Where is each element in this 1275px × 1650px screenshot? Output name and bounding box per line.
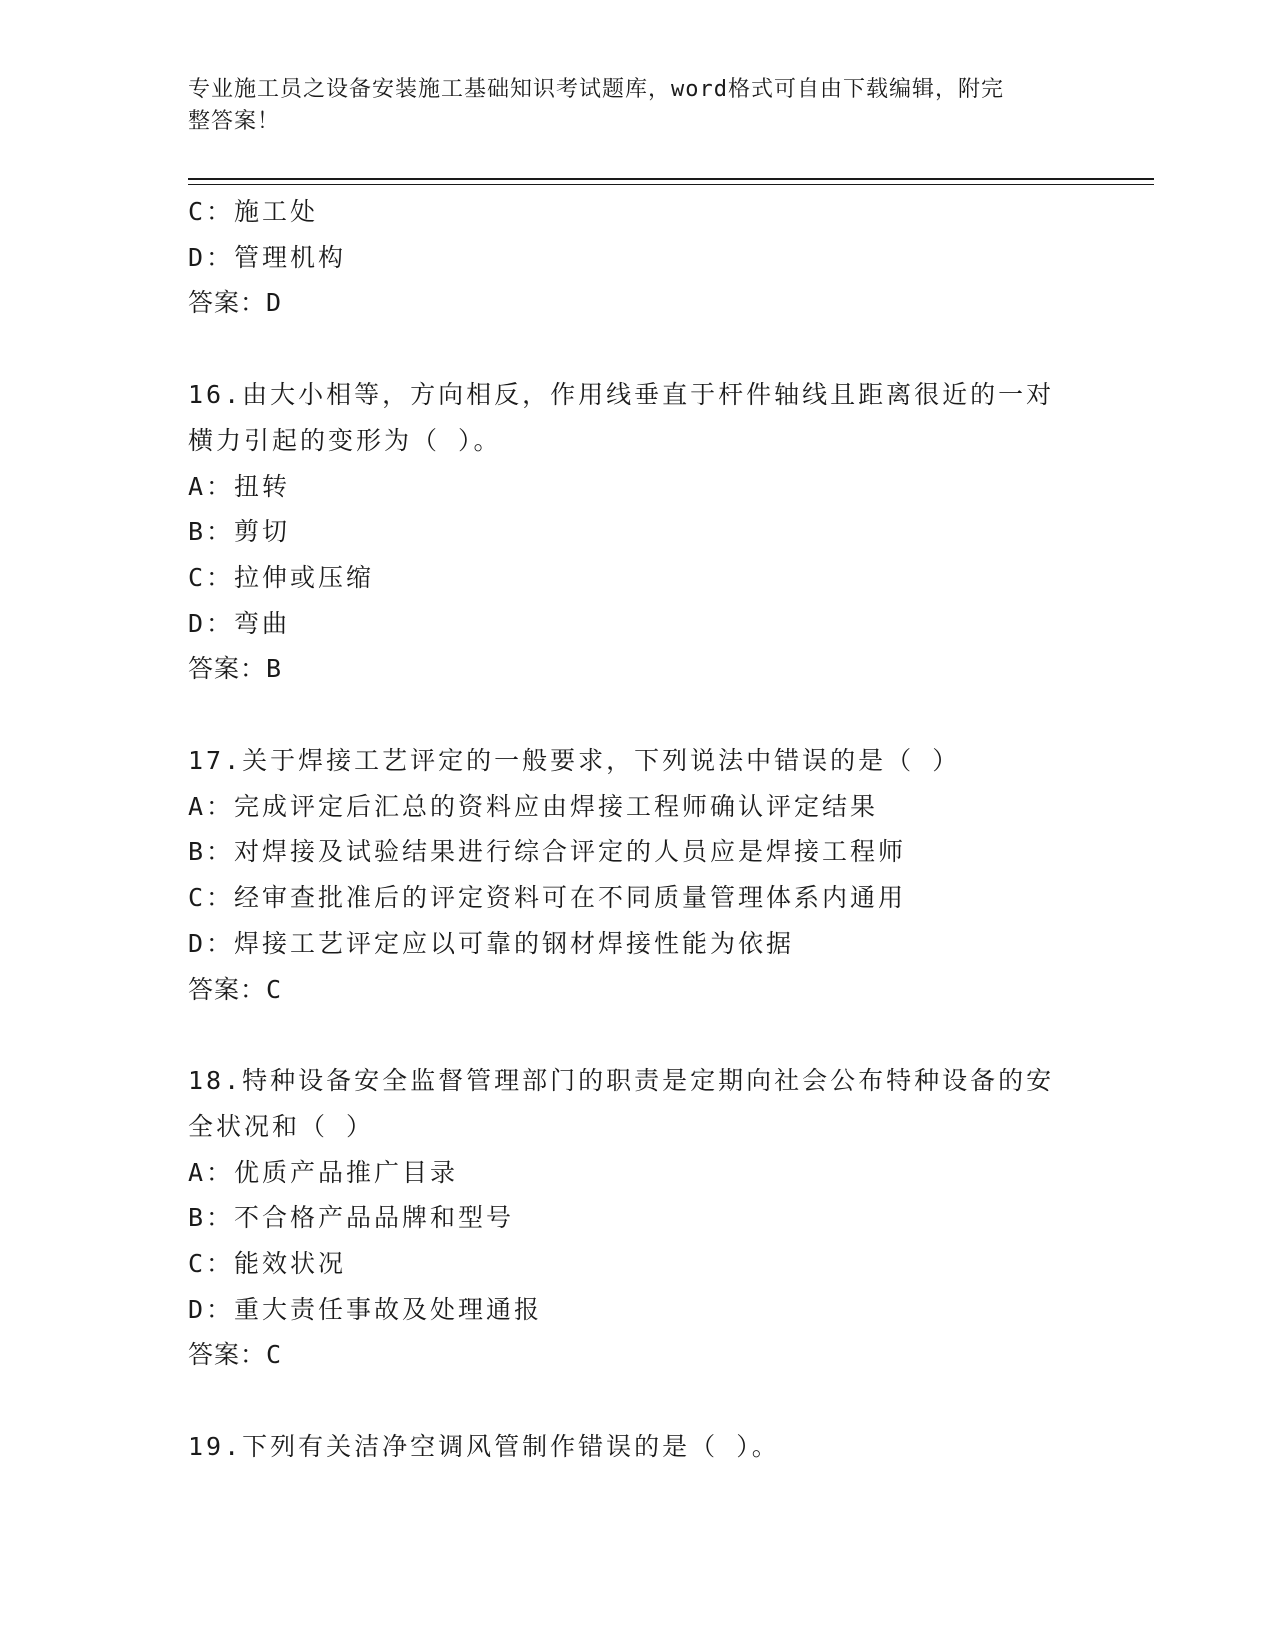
header-divider-thick (188, 178, 1154, 180)
question-17 (188, 738, 1088, 1012)
document-header (188, 74, 1088, 138)
option-b: B：不合格产品品牌和型号 (188, 1203, 515, 1233)
option-d: D：弯曲 (188, 608, 291, 638)
spacer (188, 326, 1088, 372)
question-16 (188, 372, 1088, 692)
option-a: A：扭转 (188, 471, 291, 501)
prev-question-tail (188, 189, 1088, 326)
option-c: C：施工处 (188, 197, 319, 226)
question-list (188, 189, 1088, 1470)
option-c: C：拉伸或压缩 (188, 562, 375, 592)
question-19 (188, 1424, 1088, 1470)
question-18 (188, 1058, 1088, 1378)
option-b: B：对焊接及试验结果进行综合评定的人员应是焊接工程师 (188, 837, 907, 867)
option-c: C：能效状况 (188, 1249, 347, 1279)
option-b: B：剪切 (188, 517, 291, 547)
option-d: D：重大责任事故及处理通报 (188, 1294, 543, 1324)
question-stem: 16.由大小相等，方向相反，作用线垂直于杆件轴线且距离很近的一对 (188, 380, 1055, 410)
option-d: D：焊接工艺评定应以可靠的钢材焊接性能为依据 (188, 928, 795, 958)
spacer (188, 692, 1088, 738)
spacer (188, 1378, 1088, 1424)
answer: 答案：B (188, 654, 283, 684)
answer: 答案：C (188, 1340, 283, 1370)
header-line-1: 专业施工员之设备安装施工基础知识考试题库，word格式可自由下载编辑，附完 (188, 77, 1004, 102)
option-d: D：管理机构 (188, 242, 347, 272)
option-c: C：经审查批准后的评定资料可在不同质量管理体系内通用 (188, 883, 907, 913)
question-stem: 19.下列有关洁净空调风管制作错误的是（ ）。 (188, 1432, 780, 1462)
answer: 答案：C (188, 974, 283, 1004)
answer: 答案：D (188, 288, 283, 318)
option-a: A：优质产品推广目录 (188, 1157, 459, 1187)
question-stem-cont: 横力引起的变形为（ ）。 (188, 425, 502, 455)
spacer (188, 1012, 1088, 1058)
option-a: A：完成评定后汇总的资料应由焊接工程师确认评定结果 (188, 791, 879, 821)
header-divider-thin (188, 184, 1154, 185)
question-stem-cont: 全状况和（ ） (188, 1111, 375, 1141)
question-stem: 18.特种设备安全监督管理部门的职责是定期向社会公布特种设备的安 (188, 1066, 1055, 1096)
header-line-2: 整答案！ (188, 109, 281, 134)
question-stem: 17.关于焊接工艺评定的一般要求，下列说法中错误的是（ ） (188, 746, 961, 776)
